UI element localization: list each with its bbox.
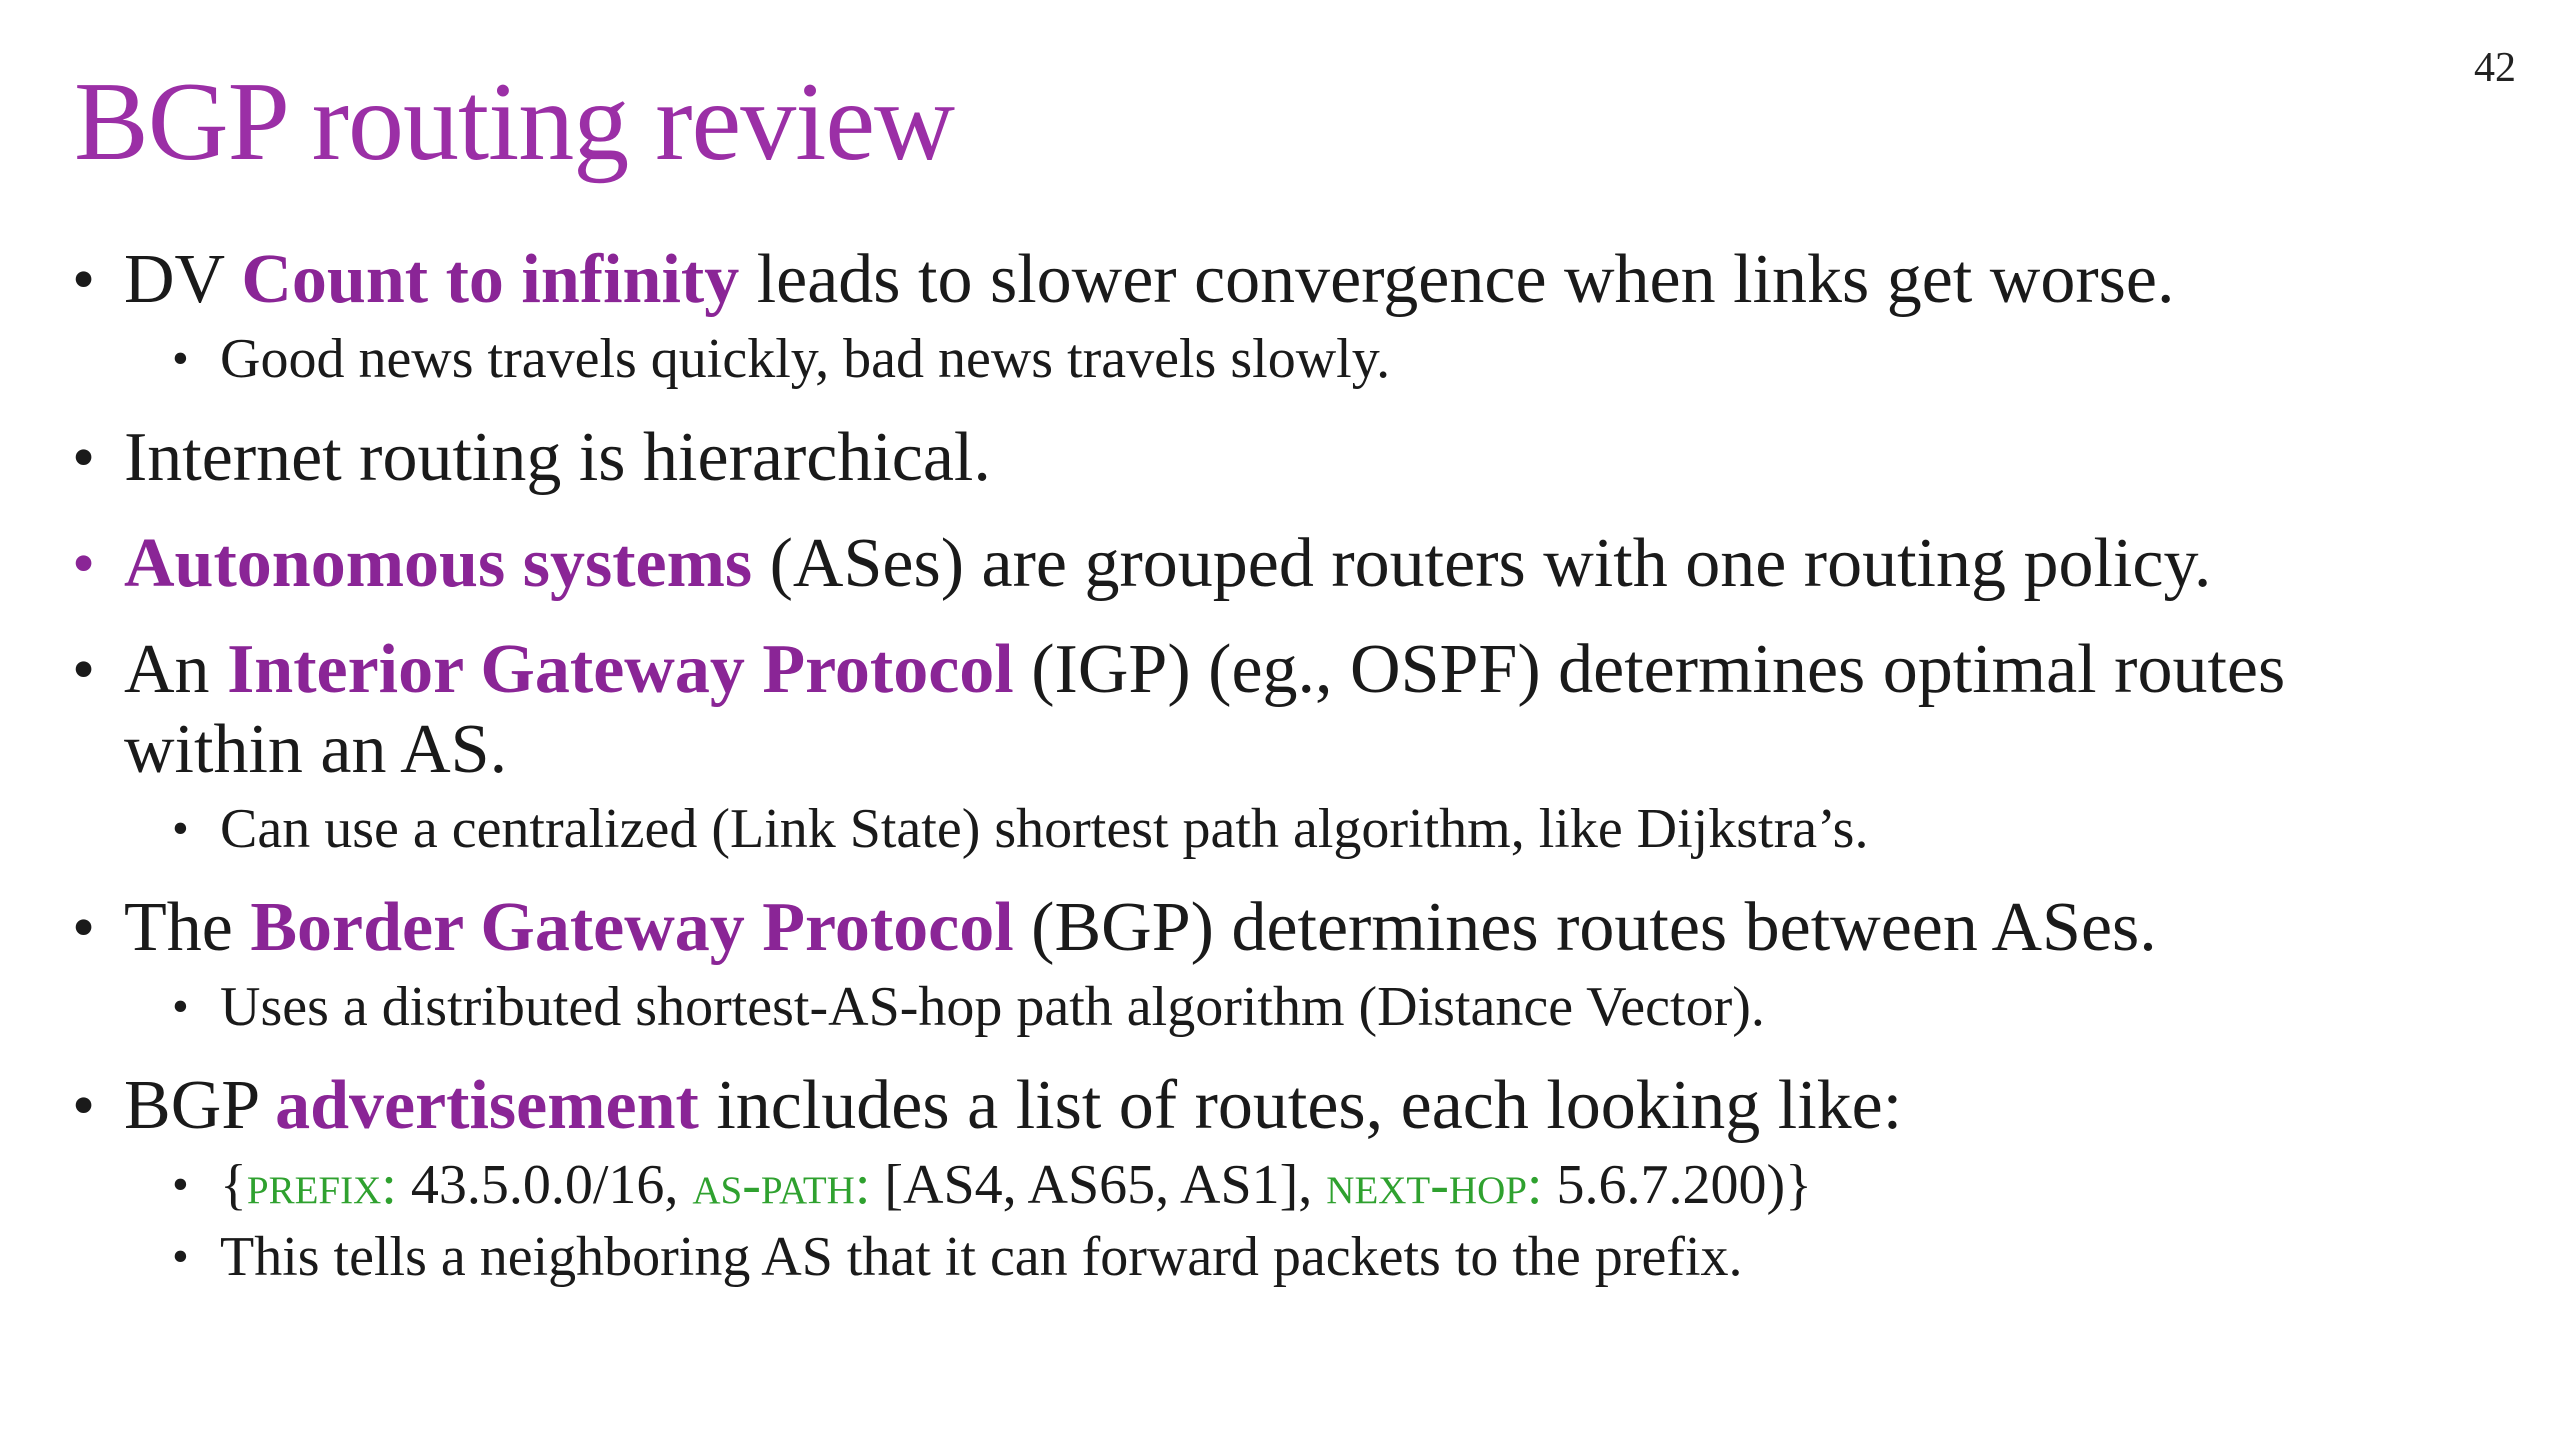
bullet-list (72, 240, 2512, 1290)
bullet-count-to-infinity (72, 240, 2512, 320)
bullet-text: (ASes) are grouped routers with one routing policy. (752, 525, 2212, 602)
bullet-text: includes a list of routes, each looking like: (698, 1067, 1903, 1144)
bullet-dot: • (72, 243, 96, 316)
bullet-igp (72, 630, 2424, 790)
bullet-dot: • (172, 332, 189, 385)
bullet-text: (BGP) determines routes between ASes. (1013, 889, 2157, 966)
route-value-prefix: 43.5.0.0/16, (396, 1154, 693, 1216)
sub-bullet-forward-packets (72, 1224, 2512, 1290)
route-value-next-hop: 5.6.7.200)} (1542, 1154, 1813, 1216)
bullet-text: This tells a neighboring AS that it can forward packets to the prefix. (220, 1226, 1743, 1288)
emphasis-term: Border Gateway Protocol (250, 889, 1014, 966)
bullet-text: BGP (124, 1067, 276, 1144)
bullet-dot: • (172, 1158, 189, 1211)
bullet-text: Uses a distributed shortest-AS-hop path algorithm (Distance Vector). (220, 976, 1765, 1038)
bullet-dot: • (172, 1230, 189, 1283)
bullet-text: (IGP) (eg., OSPF) determines optimal routes within an AS. (124, 631, 2286, 788)
bullet-text: The (124, 889, 251, 966)
route-key-prefix: prefix: (246, 1154, 397, 1216)
bullet-text: Can use a centralized (Link State) shortest path algorithm, like Dijkstra’s. (220, 798, 1869, 860)
emphasis-term: advertisement (275, 1067, 699, 1144)
bullet-text: An (124, 631, 228, 708)
bullet-bgp (72, 888, 2512, 968)
bullet-dot: • (72, 633, 96, 706)
sub-bullet-good-news (72, 326, 2512, 392)
bullet-autonomous-systems (72, 524, 2512, 604)
page-number: 42 (2474, 45, 2516, 91)
bullet-dot: • (72, 1069, 96, 1142)
brace: { (220, 1154, 247, 1216)
bullet-dot: • (72, 421, 96, 494)
bullet-dot: • (72, 891, 96, 964)
bullet-dot: • (172, 802, 189, 855)
bullet-dot: • (72, 527, 96, 600)
sub-bullet-distance-vector (72, 974, 2512, 1040)
slide-title: BGP routing review (74, 60, 954, 184)
route-key-next-hop: next-hop: (1326, 1154, 1543, 1216)
bullet-bgp-advertisement (72, 1066, 2512, 1146)
bullet-text: leads to slower convergence when links get worse. (739, 241, 2175, 318)
bullet-dot: • (172, 980, 189, 1033)
emphasis-term: Count to infinity (241, 241, 740, 318)
bullet-text: Internet routing is hierarchical. (124, 419, 991, 496)
sub-bullet-route-example (72, 1152, 2512, 1218)
emphasis-term: Autonomous systems (124, 525, 753, 602)
sub-bullet-link-state (72, 796, 2512, 862)
emphasis-term: Interior Gateway Protocol (227, 631, 1014, 708)
route-value-as-path: [AS4, AS65, AS1], (870, 1154, 1327, 1216)
bullet-text: DV (124, 241, 242, 318)
bullet-internet-hierarchical (72, 418, 2512, 498)
bullet-text: Good news travels quickly, bad news travels slowly. (220, 328, 1391, 390)
route-key-as-path: as-path: (692, 1154, 871, 1216)
